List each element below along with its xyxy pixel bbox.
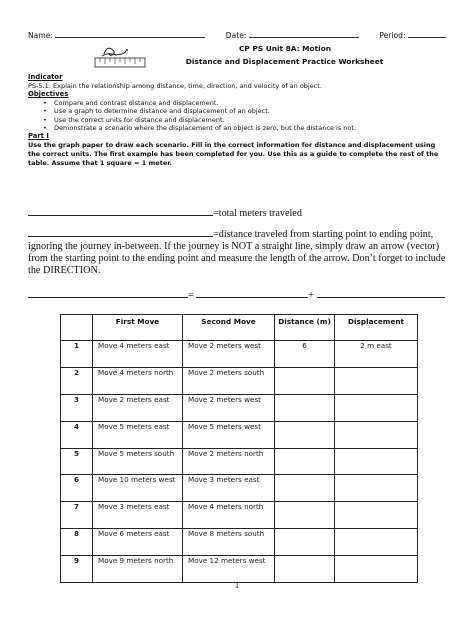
table-body <box>61 341 418 583</box>
row-number: 3 <box>61 394 93 421</box>
objective-item: • Use the correct units for distance and displacement. <box>54 116 448 124</box>
first-move-cell: Move 4 meters east <box>93 341 183 368</box>
col-header-number <box>61 315 93 341</box>
first-move-cell: Move 10 meters west <box>93 475 183 502</box>
objective-item: • Demonstrate a scenario where the displacement of an object is zero, but the distance is not. <box>54 124 448 132</box>
second-move-cell: Move 2 meters west <box>183 341 275 368</box>
second-move-cell: Move 2 meters north <box>183 448 275 475</box>
date-field[interactable] <box>226 30 359 40</box>
distance-displacement-table <box>60 314 418 583</box>
col-header-first-move: First Move <box>93 315 183 341</box>
objectives-list <box>28 99 448 133</box>
indicator-heading: Indicator <box>28 73 63 81</box>
equation-line <box>28 288 448 302</box>
displacement-definition <box>28 227 448 277</box>
worksheet-header <box>28 30 446 40</box>
name-blank[interactable] <box>55 30 205 38</box>
name-field[interactable] <box>28 30 205 40</box>
total-distance-text: =total meters traveled <box>213 208 302 219</box>
part1-heading: Part I <box>28 132 49 141</box>
first-move-cell: Move 6 meters east <box>93 529 183 556</box>
period-blank[interactable] <box>408 30 446 38</box>
date-blank[interactable] <box>249 30 359 38</box>
part1-instructions: Use the graph paper to draw each scenario. Fill in the correct information for distance and displacement using the correct units. The first example has been completed for you. Use this as a guide to complete the rest of the table. Assume that 1 square = 1 meter. <box>28 141 439 168</box>
worksheet-title: CP PS Unit 8A: Motion <box>239 44 331 53</box>
displacement-cell[interactable] <box>335 475 418 502</box>
indicator-section <box>28 73 448 169</box>
distance-cell[interactable] <box>275 475 335 502</box>
row-number: 2 <box>61 367 93 394</box>
table-row <box>61 556 418 583</box>
distance-cell[interactable] <box>275 556 335 583</box>
total-distance-blank[interactable] <box>28 206 213 216</box>
displacement-cell[interactable] <box>335 421 418 448</box>
equation-blank-1[interactable] <box>28 288 188 298</box>
displacement-cell[interactable] <box>335 394 418 421</box>
second-move-cell: Move 2 meters west <box>183 394 275 421</box>
distance-cell[interactable] <box>275 394 335 421</box>
equation-blank-2[interactable] <box>196 288 308 298</box>
distance-cell[interactable] <box>275 421 335 448</box>
equation-blank-3[interactable] <box>317 288 445 298</box>
second-move-cell: Move 8 meters south <box>183 529 275 556</box>
table-row <box>61 421 418 448</box>
first-move-cell: Move 5 meters east <box>93 421 183 448</box>
table-row <box>61 448 418 475</box>
displacement-cell[interactable]: 2 m east <box>335 341 418 368</box>
distance-cell[interactable] <box>275 367 335 394</box>
displacement-blank[interactable] <box>28 227 213 237</box>
second-move-cell: Move 5 meters west <box>183 421 275 448</box>
period-field[interactable] <box>379 30 446 40</box>
table-row <box>61 367 418 394</box>
second-move-cell: Move 3 meters east <box>183 475 275 502</box>
displacement-cell[interactable] <box>335 502 418 529</box>
table-row <box>61 475 418 502</box>
row-number: 4 <box>61 421 93 448</box>
worksheet-subtitle: Distance and Displacement Practice Worksheet <box>185 57 384 66</box>
first-move-cell: Move 4 meters north <box>93 367 183 394</box>
first-move-cell: Move 3 meters east <box>93 502 183 529</box>
table-row <box>61 529 418 556</box>
col-header-second-move: Second Move <box>183 315 275 341</box>
row-number: 8 <box>61 529 93 556</box>
col-header-distance: Distance (m) <box>275 315 335 341</box>
period-label: Period: <box>379 31 406 40</box>
objective-item: • Compare and contrast distance and displacement. <box>54 99 448 107</box>
table-header-row <box>61 315 418 341</box>
objective-item: • Use a graph to determine distance and displacement of an object. <box>54 107 448 115</box>
displacement-cell[interactable] <box>335 556 418 583</box>
equation-plus: + <box>308 290 315 301</box>
table-row <box>61 394 418 421</box>
displacement-cell[interactable] <box>335 448 418 475</box>
row-number: 1 <box>61 341 93 368</box>
displacement-cell[interactable] <box>335 367 418 394</box>
objectives-heading: Objectives <box>28 90 69 99</box>
distance-cell[interactable] <box>275 529 335 556</box>
col-header-displacement: Displacement <box>335 315 418 341</box>
second-move-cell: Move 4 meters north <box>183 502 275 529</box>
distance-cell[interactable]: 6 <box>275 341 335 368</box>
row-number: 5 <box>61 448 93 475</box>
first-move-cell: Move 5 meters south <box>93 448 183 475</box>
displacement-text: =distance traveled from starting point to ending point, ignoring the journey in-between. If the journey is NOT a straight line, simply draw an arrow (vector) from the starting point to the ending point and measure the length of the arrow. Don’t forget to include the DIRECTION. <box>28 229 446 276</box>
page-number: 1 <box>234 580 240 590</box>
first-move-cell: Move 9 meters north <box>93 556 183 583</box>
first-move-cell: Move 2 meters east <box>93 394 183 421</box>
table-row <box>61 341 418 368</box>
distance-cell[interactable] <box>275 448 335 475</box>
total-distance-definition <box>28 206 448 220</box>
equation-equals: = <box>188 290 194 301</box>
second-move-cell: Move 12 meters west <box>183 556 275 583</box>
indicator-text: PS-5.1: Explain the relationship among distance, time, direction, and velocity of an object. <box>28 81 322 90</box>
row-number: 6 <box>61 475 93 502</box>
row-number: 9 <box>61 556 93 583</box>
second-move-cell: Move 2 meters south <box>183 367 275 394</box>
distance-cell[interactable] <box>275 502 335 529</box>
displacement-cell[interactable] <box>335 529 418 556</box>
row-number: 7 <box>61 502 93 529</box>
date-label: Date: <box>225 31 247 40</box>
ruler-snail-clipart-icon <box>94 40 146 70</box>
name-label: Name: <box>28 31 53 40</box>
table-row <box>61 502 418 529</box>
